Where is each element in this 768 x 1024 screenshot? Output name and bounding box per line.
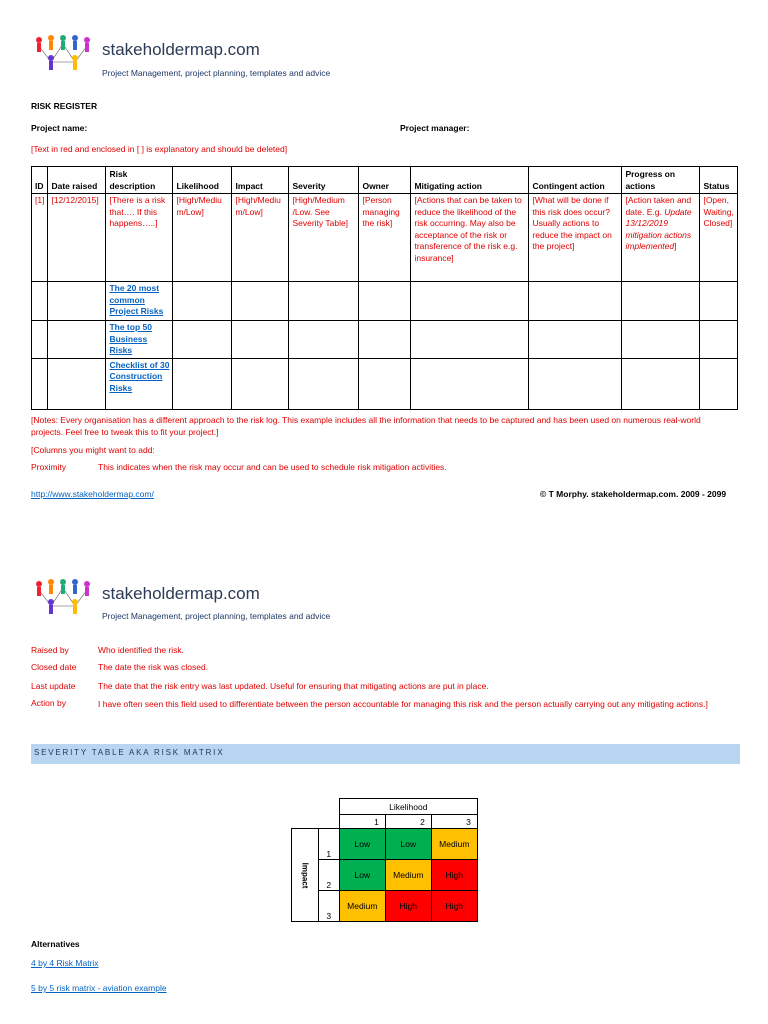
col-header-date: Date raised: [48, 167, 106, 194]
cell-date[interactable]: [12/12/2015]: [48, 194, 106, 282]
def-label-closed-date: Closed date: [31, 662, 77, 672]
cell-contingent[interactable]: [529, 321, 622, 359]
col-header-mitigating: Mitigating action: [411, 167, 529, 194]
col-header-progress: Progress on actions: [622, 167, 700, 194]
cell-progress[interactable]: [622, 321, 700, 359]
link-5x5-matrix[interactable]: 5 by 5 risk matrix - aviation example: [31, 983, 167, 993]
link-50-business-risks[interactable]: The top 50 Business Risks: [109, 322, 152, 355]
cell-contingent[interactable]: [529, 282, 622, 321]
cell-owner[interactable]: [Person managing the risk]: [359, 194, 411, 282]
matrix-corner: [318, 799, 339, 815]
proximity-text: This indicates when the risk may occur and can be used to schedule risk mitigation activities.: [98, 462, 447, 472]
cell-impact[interactable]: [232, 282, 289, 321]
cell-contingent[interactable]: [529, 358, 622, 409]
def-label-action-by: Action by: [31, 698, 66, 708]
def-label-raised-by: Raised by: [31, 645, 69, 655]
likelihood-num: 1: [339, 815, 385, 829]
matrix-cell-high: High: [431, 860, 477, 891]
people-network-icon: [31, 34, 93, 74]
progress-close: ]: [674, 241, 677, 251]
site-name-2: stakeholdermap.com: [102, 584, 260, 603]
link-30-construction-risks[interactable]: Checklist of 30 Construction Risks: [109, 359, 170, 393]
matrix-cell-low: Low: [385, 829, 431, 860]
cell-severity[interactable]: [289, 321, 359, 359]
cell-likelihood[interactable]: [173, 282, 232, 321]
cell-likelihood[interactable]: [173, 358, 232, 409]
cell-date[interactable]: [48, 321, 106, 359]
cell-impact[interactable]: [232, 358, 289, 409]
project-name-label: Project name:: [31, 123, 88, 133]
matrix-corner: [292, 799, 319, 815]
risk-matrix: [291, 798, 478, 922]
matrix-cell-medium: Medium: [339, 891, 385, 922]
def-text-raised-by: Who identified the risk.: [98, 645, 184, 655]
copyright-text: © T Morphy. stakeholdermap.com. 2009 - 2099: [540, 489, 727, 499]
cell-date[interactable]: [48, 282, 106, 321]
impact-num: 3: [318, 891, 339, 922]
cell-impact[interactable]: [232, 321, 289, 359]
cell-status[interactable]: [700, 282, 738, 321]
site-tagline-2: Project Management, project planning, templates and advice: [102, 611, 331, 621]
col-header-owner: Owner: [359, 167, 411, 194]
impact-label: Impact: [300, 862, 310, 888]
people-network-icon: [31, 578, 93, 618]
cell-id[interactable]: [32, 282, 48, 321]
cell-likelihood[interactable]: [173, 321, 232, 359]
link-20-project-risks[interactable]: The 20 most common Project Risks: [109, 283, 164, 316]
table-row: [32, 282, 738, 321]
def-text-action-by: I have often seen this field used to differentiate between the person accountable for managing this risk and the person actually carrying out any mitigating actions.]: [98, 699, 708, 709]
matrix-cell-medium: Medium: [431, 829, 477, 860]
instruction-text: [Text in red and enclosed in [ ] is explanatory and should be deleted]: [31, 144, 288, 154]
register-title: RISK REGISTER: [31, 101, 98, 111]
likelihood-num: 2: [385, 815, 431, 829]
matrix-cell-high: High: [385, 891, 431, 922]
cell-desc[interactable]: [There is a risk that…. If this happens…..]: [106, 194, 173, 282]
cell-status[interactable]: [Open, Waiting, Closed]: [700, 194, 738, 282]
cell-progress[interactable]: [622, 194, 700, 282]
cell-desc: [106, 282, 173, 321]
cell-id[interactable]: [32, 358, 48, 409]
columns-note: [Columns you might want to add:: [31, 445, 155, 455]
matrix-corner: [292, 815, 319, 829]
cell-id[interactable]: [32, 321, 48, 359]
cell-date[interactable]: [48, 358, 106, 409]
cell-mitigating[interactable]: [411, 321, 529, 359]
cell-mitigating[interactable]: [411, 282, 529, 321]
site-tagline: Project Management, project planning, templates and advice: [102, 68, 331, 78]
def-label-last-update: Last update: [31, 681, 76, 691]
cell-desc: [106, 358, 173, 409]
cell-owner[interactable]: [359, 358, 411, 409]
matrix-corner: [318, 815, 339, 829]
project-manager-label: Project manager:: [400, 123, 470, 133]
cell-desc: [106, 321, 173, 359]
cell-severity[interactable]: [High/Medium /Low. See Severity Table]: [289, 194, 359, 282]
progress-text: [Action taken and date. E.g.: [625, 195, 692, 217]
def-text-closed-date: The date the risk was closed.: [98, 662, 209, 672]
cell-owner[interactable]: [359, 282, 411, 321]
severity-heading: SEVERITY TABLE AKA RISK MATRIX: [34, 748, 225, 757]
site-logo: [31, 34, 93, 79]
site-logo-2: [31, 578, 93, 623]
matrix-cell-low: Low: [339, 860, 385, 891]
col-header-likelihood: Likelihood: [173, 167, 232, 194]
cell-status[interactable]: [700, 321, 738, 359]
impact-num: 2: [318, 860, 339, 891]
col-header-id: ID: [32, 167, 48, 194]
matrix-cell-high: High: [431, 891, 477, 922]
table-row: [32, 321, 738, 359]
table-row: [32, 358, 738, 409]
cell-progress[interactable]: [622, 282, 700, 321]
def-text-last-update: The date that the risk entry was last updated. Useful for ensuring that mitigating actions are put in place.: [98, 681, 489, 691]
col-header-desc: Risk description: [106, 167, 173, 194]
cell-contingent[interactable]: [What will be done if this risk does occur? Usually actions to reduce the impact on the project]: [529, 194, 622, 282]
site-name: stakeholdermap.com: [102, 40, 260, 59]
cell-likelihood[interactable]: [High/Medium/Low]: [173, 194, 232, 282]
cell-id[interactable]: [1]: [32, 194, 48, 282]
col-header-status: Status: [700, 167, 738, 194]
cell-severity[interactable]: [289, 358, 359, 409]
likelihood-num: 3: [431, 815, 477, 829]
impact-header: [292, 829, 319, 922]
table-row: [32, 194, 738, 282]
cell-mitigating[interactable]: [411, 358, 529, 409]
cell-mitigating[interactable]: [Actions that can be taken to reduce the likelihood of the risk occurring. May also be acceptance of the risk or transference of the risk e.g. insurance]: [411, 194, 529, 282]
cell-impact[interactable]: [High/Medium/Low]: [232, 194, 289, 282]
col-header-contingent: Contingent action: [529, 167, 622, 194]
cell-status[interactable]: [700, 358, 738, 409]
cell-progress[interactable]: [622, 358, 700, 409]
matrix-cell-low: Low: [339, 829, 385, 860]
progress-example: Update 13/12/2019 mitigation actions implemented: [625, 206, 692, 251]
col-header-impact: Impact: [232, 167, 289, 194]
col-header-severity: Severity: [289, 167, 359, 194]
risk-register-table: [31, 166, 738, 410]
table-header-row: [32, 167, 738, 194]
cell-severity[interactable]: [289, 282, 359, 321]
impact-num: 1: [318, 829, 339, 860]
severity-section-bar: [31, 744, 740, 764]
proximity-label: Proximity: [31, 462, 66, 472]
alternatives-heading: Alternatives: [31, 939, 80, 949]
link-4x4-matrix[interactable]: 4 by 4 Risk Matrix: [31, 958, 99, 968]
cell-owner[interactable]: [359, 321, 411, 359]
likelihood-header: Likelihood: [339, 799, 477, 815]
site-url-link[interactable]: http://www.stakeholdermap.com/: [31, 489, 154, 499]
notes-text: [Notes: Every organisation has a different approach to the risk log. This example includes all the information that needs to be captured and has been used on numerous real-world projects. Feel free to tweak this to fit your project.]: [31, 415, 701, 437]
matrix-cell-medium: Medium: [385, 860, 431, 891]
